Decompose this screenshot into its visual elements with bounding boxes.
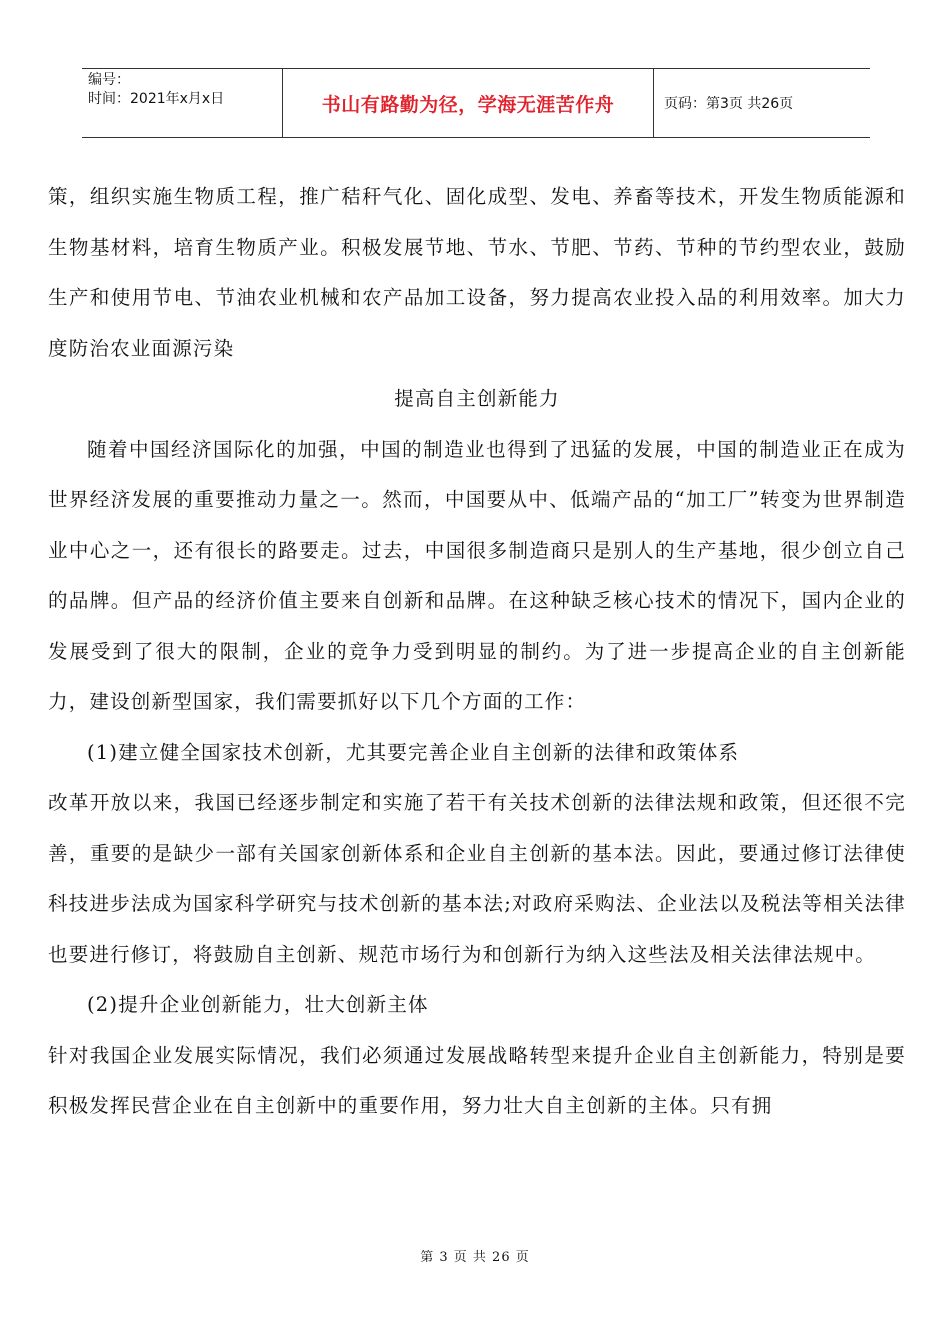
document-header [82, 68, 870, 138]
header-page-label: 页码：第3页 共26页 [664, 96, 794, 112]
paragraph-intro: 随着中国经济国际化的加强，中国的制造业也得到了迅猛的发展，中国的制造业正在成为世界经济发展的重要推动力量之一。然而，中国要从中、低端产品的“加工厂”转变为世界制造业中心之一，还有很长的路要走。过去，中国很多制造商只是别人的生产基地，很少创立自己的品牌。但产品的经济价值主要来自创新和品牌。在这种缺乏核心技术的情况下，国内企业的发展受到了很大的限制，企业的竞争力受到明显的制约。为了进一步提高企业的自主创新能力，建设创新型国家，我们需要抓好以下几个方面的工作： [48, 437, 906, 713]
document-number-label: 编号： [88, 72, 130, 88]
section-heading: 提高自主创新能力 [394, 387, 560, 410]
item-1-title: (1)建立健全国家技术创新，尤其要完善企业自主创新的法律和政策体系 [87, 740, 740, 764]
header-meta [82, 69, 283, 137]
item-2-text: 针对我国企业发展实际情况，我们必须通过发展战略转型来提升企业自主创新能力，特别是要积极发挥民营企业在自主创新中的重要作用，努力壮大自主创新的主体。只有拥 [48, 1043, 906, 1117]
document-body [48, 172, 906, 1132]
header-motto: 书山有路勤为径，学海无涯苦作舟 [283, 69, 654, 137]
paragraph-agriculture: 策，组织实施生物质工程，推广秸秆气化、固化成型、发电、养畜等技术，开发生物质能源和生物基材料，培育生物质产业。积极发展节地、节水、节肥、节药、节种的节约型农业，鼓励生产和使用节电、节油农业机械和农产品加工设备，努力提高农业投入品的利用效率。加大力度防治农业面源污染 [48, 185, 906, 360]
document-date-label: 时间：2021年x月x日 [88, 91, 225, 107]
item-1-text: 改革开放以来，我国已经逐步制定和实施了若干有关技术创新的法律法规和政策，但还很不完善，重要的是缺少一部有关国家创新体系和企业自主创新的基本法。因此，要通过修订法律使科技进步法成为国家科学研究与技术创新的基本法;对政府采购法、企业法以及税法等相关法律也要进行修订，将鼓励自主创新、规范市场行为和创新行为纳入这些法及相关法律法规中。 [48, 791, 906, 966]
page-footer: 第 3 页 共 26 页 [420, 1250, 530, 1265]
item-2-title: (2)提升企业创新能力，壮大创新主体 [87, 993, 429, 1016]
